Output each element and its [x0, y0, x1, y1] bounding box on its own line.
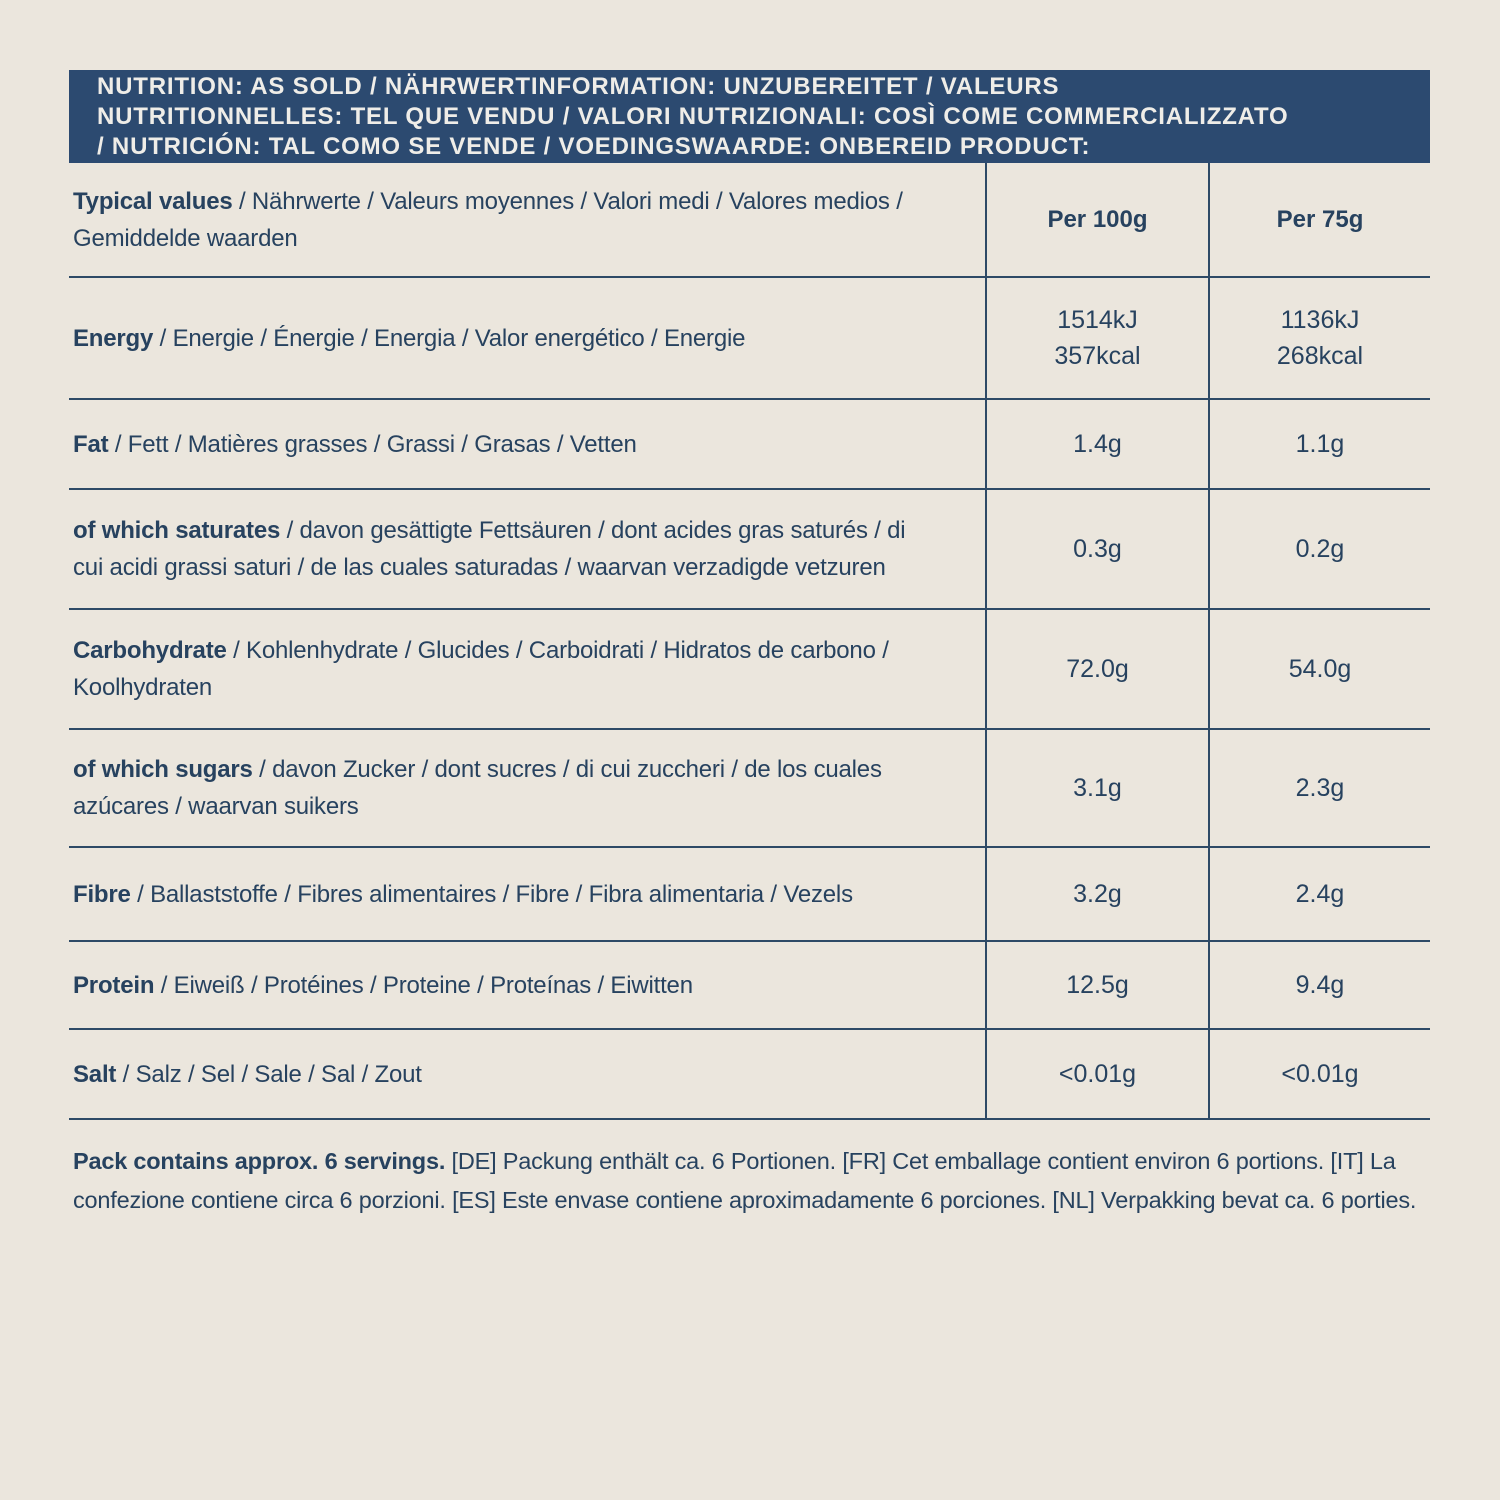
- table-row-energy: [69, 278, 1430, 400]
- nutrition-table: [69, 163, 1430, 1120]
- title-nutrition-bold: NUTRITION:: [97, 72, 244, 100]
- title-line-3: / NUTRICIÓN: TAL COMO SE VENDE / VOEDINGSWAARDE: ONBEREID PRODUCT:: [97, 132, 1091, 160]
- sugars-label-bold: of which sugars: [73, 756, 253, 783]
- sugars-label-rest: / davon Zucker / dont sucres / di cui zuccheri / de los cuales azúcares / waarvan suikers: [73, 756, 882, 820]
- typical-values-label: [69, 163, 985, 276]
- fibre-per-100g: 3.2g: [985, 848, 1208, 940]
- title-line-1-rest: AS SOLD / NÄHRWERTINFORMATION: UNZUBEREITET / VALEURS: [243, 72, 1060, 100]
- servings-note-bold: Pack contains approx. 6 servings.: [73, 1148, 446, 1174]
- carbohydrate-label-bold: Carbohydrate: [73, 637, 227, 664]
- saturates-label-bold: of which saturates: [73, 517, 281, 544]
- table-row-fat: [69, 400, 1430, 490]
- protein-label: [69, 942, 985, 1028]
- carbohydrate-per-75g: 54.0g: [1208, 610, 1430, 728]
- nutrition-title-bar: [69, 70, 1430, 163]
- energy-per-100g-kcal: 357kcal: [1054, 342, 1141, 370]
- fibre-label: [69, 848, 985, 940]
- table-row-salt: [69, 1030, 1430, 1120]
- column-header-per-75g: Per 75g: [1208, 163, 1430, 276]
- energy-label-rest: / Energie / Énergie / Energia / Valor energético / Energie: [153, 324, 746, 352]
- salt-per-75g: <0.01g: [1208, 1030, 1430, 1118]
- saturates-per-75g: 0.2g: [1208, 490, 1430, 608]
- energy-per-100g-kj: 1514kJ: [1057, 306, 1138, 334]
- fat-per-100g: 1.4g: [985, 400, 1208, 488]
- title-line-1: [97, 72, 1406, 102]
- servings-note: [69, 1142, 1430, 1220]
- energy-per-75g: [1208, 278, 1430, 398]
- protein-per-75g: 9.4g: [1208, 942, 1430, 1028]
- table-row-protein: [69, 942, 1430, 1030]
- fibre-label-rest: / Ballaststoffe / Fibres alimentaires / Fibre / Fibra alimentaria / Vezels: [130, 880, 853, 908]
- salt-per-100g: <0.01g: [985, 1030, 1208, 1118]
- table-row-fibre: [69, 848, 1430, 942]
- fat-label: [69, 400, 985, 488]
- protein-label-rest: / Eiweiß / Protéines / Proteine / Proteínas / Eiwitten: [154, 971, 693, 999]
- sugars-label: [69, 730, 985, 846]
- energy-per-75g-kj: 1136kJ: [1280, 306, 1360, 334]
- fibre-label-bold: Fibre: [73, 880, 131, 908]
- saturates-label: [69, 490, 985, 608]
- column-header-per-100g: Per 100g: [985, 163, 1208, 276]
- servings-note-rest: [DE] Packung enthält ca. 6 Portionen. [FR] Cet emballage contient environ 6 portions. [IT] La confezione contiene circa 6 porzioni. [ES] Este envase contiene aproximadamente 6 porciones. [NL] Verpakking bevat ca. 6 porties.: [73, 1148, 1417, 1213]
- table-row-saturates: [69, 490, 1430, 610]
- salt-label-bold: Salt: [73, 1060, 117, 1088]
- table-row-sugars: [69, 730, 1430, 848]
- table-row-typical-values: [69, 163, 1430, 278]
- protein-per-100g: 12.5g: [985, 942, 1208, 1028]
- fat-label-rest: / Fett / Matières grasses / Grassi / Grasas / Vetten: [108, 430, 637, 458]
- carbohydrate-per-100g: 72.0g: [985, 610, 1208, 728]
- saturates-per-100g: 0.3g: [985, 490, 1208, 608]
- carbohydrate-label: [69, 610, 985, 728]
- nutrition-label: [69, 70, 1430, 1220]
- energy-per-100g: [985, 278, 1208, 398]
- fat-label-bold: Fat: [73, 430, 109, 458]
- typical-values-label-bold: Typical values: [73, 187, 233, 215]
- energy-label: [69, 278, 985, 398]
- fibre-per-75g: 2.4g: [1208, 848, 1430, 940]
- energy-label-bold: Energy: [73, 324, 154, 352]
- table-row-carbohydrate: [69, 610, 1430, 730]
- sugars-per-75g: 2.3g: [1208, 730, 1430, 846]
- carbohydrate-label-rest: / Kohlenhydrate / Glucides / Carboidrati / Hidratos de carbono / Koolhydraten: [73, 637, 889, 701]
- energy-per-75g-kcal: 268kcal: [1276, 342, 1364, 370]
- title-line-2: NUTRITIONNELLES: TEL QUE VENDU / VALORI NUTRIZIONALI: COSÌ COME COMMERCIALIZZATO: [97, 102, 1289, 130]
- protein-label-bold: Protein: [73, 971, 155, 999]
- typical-values-label-rest: / Nährwerte / Valeurs moyennes / Valori medi / Valores medios / Gemiddelde waarden: [73, 187, 903, 252]
- salt-label-rest: / Salz / Sel / Sale / Sal / Zout: [116, 1060, 422, 1088]
- fat-per-75g: 1.1g: [1208, 400, 1430, 488]
- saturates-label-rest: / davon gesättigte Fettsäuren / dont acides gras saturés / di cui acidi grassi saturi / de las cuales saturadas / waarvan verzadigde vetzuren: [73, 517, 906, 581]
- salt-label: [69, 1030, 985, 1118]
- sugars-per-100g: 3.1g: [985, 730, 1208, 846]
